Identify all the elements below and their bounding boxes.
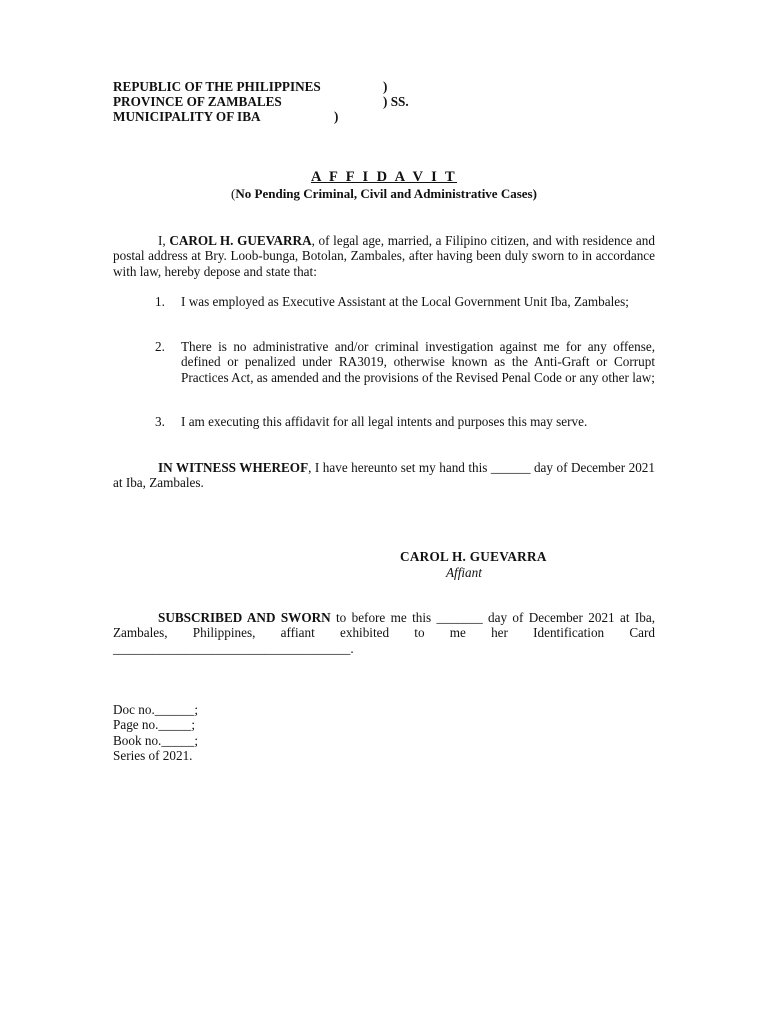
intro-paragraph	[113, 233, 655, 279]
intro-prefix: I,	[158, 233, 170, 248]
venue-province: PROVINCE OF ZAMBALES	[113, 94, 282, 109]
venue-paren-3: )	[334, 109, 339, 124]
witness-text: , I have hereunto set my hand this ______ day of December 2021 at Iba, Zambales.	[113, 460, 655, 491]
list-item	[155, 294, 655, 309]
list-item-text: I was employed as Executive Assistant at the Local Government Unit Iba, Zambales;	[181, 294, 629, 309]
venue-paren-1: )	[383, 79, 388, 94]
jurat-heading: SUBSCRIBED AND SWORN	[158, 610, 331, 625]
signature-name: CAROL H. GUEVARRA	[400, 549, 547, 564]
title-block	[113, 169, 655, 201]
affiant-name-inline: CAROL H. GUEVARRA	[169, 233, 312, 248]
signature-role: Affiant	[446, 565, 482, 580]
list-item-number: 3.	[155, 414, 165, 429]
doc-number: Doc no.______;	[113, 702, 198, 717]
venue-municipality: MUNICIPALITY OF IBA	[113, 109, 261, 124]
jurat-paragraph	[113, 610, 655, 656]
page-number: Page no._____;	[113, 717, 196, 733]
jurat-text: to before me this _______ day of December 2021 at Iba, Zambales, Philippines, affiant exhibited to me her Identification Card ____________________________________.	[113, 610, 655, 656]
list-item-text: There is no administrative and/or criminal investigation against me for any offense, defined or penalized under RA3019, otherwise known as the Anti-Graft or Corrupt Practices Act, as amended and the provisions of the Revised Penal Code or any other law;	[181, 339, 655, 385]
series-year: Series of 2021.	[113, 747, 193, 763]
witness-paragraph	[113, 460, 655, 491]
notary-details	[113, 702, 198, 763]
document-subtitle	[113, 186, 655, 201]
venue-ss-mark: ) SS.	[383, 94, 409, 109]
subtitle-text: No Pending Criminal, Civil and Administrative Cases)	[235, 186, 537, 201]
witness-heading: IN WITNESS WHEREOF	[158, 460, 309, 475]
list-item-number: 1.	[155, 294, 165, 309]
list-item-text: I am executing this affidavit for all legal intents and purposes this may serve.	[181, 414, 588, 429]
list-item-number: 2.	[155, 339, 165, 354]
intro-text: , of legal age, married, a Filipino citizen, and with residence and postal address at Bry. Loob-bunga, Botolan, Zambales, after having been duly sworn to in accordance with law, hereby depose and state that:	[113, 233, 655, 279]
list-item	[155, 414, 655, 429]
document-title: A F F I D A V I T	[310, 169, 458, 185]
venue-republic: REPUBLIC OF THE PHILIPPINES	[113, 79, 321, 94]
book-number: Book no._____;	[113, 732, 198, 748]
list-item	[155, 339, 655, 385]
subtitle-open-paren: (	[231, 186, 236, 201]
